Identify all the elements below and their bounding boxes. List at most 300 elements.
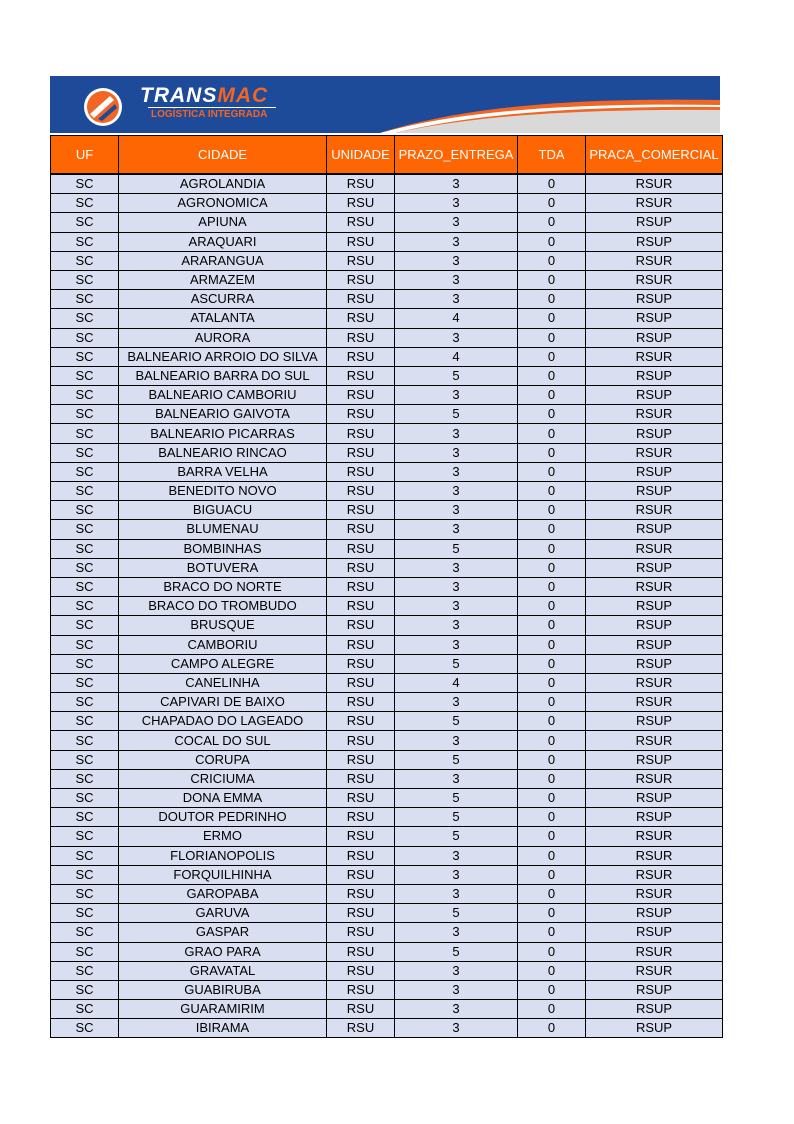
cell-unidade: RSU [327, 597, 395, 616]
cell-unidade: RSU [327, 309, 395, 328]
cell-uf: SC [51, 769, 119, 788]
cell-tda: 0 [518, 750, 586, 769]
table-row [51, 290, 723, 309]
cell-tda: 0 [518, 290, 586, 309]
cell-cidade: CAMPO ALEGRE [119, 654, 327, 673]
cell-unidade: RSU [327, 731, 395, 750]
cell-prazo-entrega: 3 [395, 865, 518, 884]
cell-cidade: ERMO [119, 827, 327, 846]
cell-prazo-entrega: 5 [395, 539, 518, 558]
table-row [51, 501, 723, 520]
cell-praca-comercial: RSUR [586, 961, 723, 980]
cell-prazo-entrega: 5 [395, 366, 518, 385]
tagline-divider [148, 107, 276, 108]
transmac-logo-icon [82, 86, 124, 128]
table-row [51, 942, 723, 961]
cell-cidade: GASPAR [119, 923, 327, 942]
table-row [51, 846, 723, 865]
table-row [51, 328, 723, 347]
cell-uf: SC [51, 808, 119, 827]
cell-tda: 0 [518, 1000, 586, 1019]
cell-prazo-entrega: 3 [395, 424, 518, 443]
cell-uf: SC [51, 904, 119, 923]
cell-prazo-entrega: 3 [395, 270, 518, 289]
cell-praca-comercial: RSUR [586, 577, 723, 596]
table-row [51, 270, 723, 289]
cell-unidade: RSU [327, 174, 395, 194]
cell-prazo-entrega: 3 [395, 635, 518, 654]
cell-cidade: APIUNA [119, 213, 327, 232]
cell-unidade: RSU [327, 577, 395, 596]
cell-prazo-entrega: 3 [395, 961, 518, 980]
cell-prazo-entrega: 5 [395, 827, 518, 846]
cell-unidade: RSU [327, 750, 395, 769]
table-header-row [51, 136, 723, 175]
cell-unidade: RSU [327, 865, 395, 884]
cell-prazo-entrega: 3 [395, 251, 518, 270]
cell-prazo-entrega: 3 [395, 290, 518, 309]
cell-praca-comercial: RSUR [586, 693, 723, 712]
cell-uf: SC [51, 884, 119, 903]
cell-prazo-entrega: 3 [395, 386, 518, 405]
cell-cidade: IBIRAMA [119, 1019, 327, 1038]
cell-prazo-entrega: 4 [395, 673, 518, 692]
cell-unidade: RSU [327, 386, 395, 405]
cell-praca-comercial: RSUP [586, 520, 723, 539]
cell-uf: SC [51, 386, 119, 405]
cell-uf: SC [51, 1000, 119, 1019]
table-row [51, 443, 723, 462]
cell-unidade: RSU [327, 290, 395, 309]
cell-uf: SC [51, 731, 119, 750]
cell-tda: 0 [518, 789, 586, 808]
cell-praca-comercial: RSUP [586, 309, 723, 328]
cell-tda: 0 [518, 270, 586, 289]
cell-praca-comercial: RSUR [586, 769, 723, 788]
table-row [51, 693, 723, 712]
table-row [51, 577, 723, 596]
cell-prazo-entrega: 3 [395, 328, 518, 347]
cell-unidade: RSU [327, 462, 395, 481]
cell-prazo-entrega: 3 [395, 462, 518, 481]
cell-prazo-entrega: 5 [395, 808, 518, 827]
cell-praca-comercial: RSUR [586, 846, 723, 865]
cell-cidade: ARAQUARI [119, 232, 327, 251]
table-row [51, 654, 723, 673]
cell-cidade: BENEDITO NOVO [119, 482, 327, 501]
cell-cidade: CRICIUMA [119, 769, 327, 788]
cell-praca-comercial: RSUP [586, 923, 723, 942]
cell-prazo-entrega: 5 [395, 750, 518, 769]
cell-uf: SC [51, 673, 119, 692]
table-body [51, 174, 723, 1038]
cell-uf: SC [51, 366, 119, 385]
cell-unidade: RSU [327, 789, 395, 808]
cell-unidade: RSU [327, 635, 395, 654]
table-row [51, 616, 723, 635]
table-row [51, 1019, 723, 1038]
cell-prazo-entrega: 4 [395, 309, 518, 328]
cell-praca-comercial: RSUR [586, 827, 723, 846]
table-row [51, 1000, 723, 1019]
table-row [51, 923, 723, 942]
cell-uf: SC [51, 520, 119, 539]
cell-tda: 0 [518, 769, 586, 788]
table-row [51, 635, 723, 654]
cell-uf: SC [51, 501, 119, 520]
table-row [51, 520, 723, 539]
cell-uf: SC [51, 980, 119, 999]
cell-tda: 0 [518, 846, 586, 865]
table-row [51, 482, 723, 501]
cell-cidade: BRUSQUE [119, 616, 327, 635]
cell-unidade: RSU [327, 693, 395, 712]
cell-cidade: CANELINHA [119, 673, 327, 692]
cell-praca-comercial: RSUP [586, 1000, 723, 1019]
cell-cidade: CORUPA [119, 750, 327, 769]
cell-prazo-entrega: 4 [395, 347, 518, 366]
table-row [51, 750, 723, 769]
table-row [51, 884, 723, 903]
cell-tda: 0 [518, 520, 586, 539]
cell-tda: 0 [518, 673, 586, 692]
cell-tda: 0 [518, 654, 586, 673]
cell-unidade: RSU [327, 232, 395, 251]
cell-prazo-entrega: 3 [395, 1019, 518, 1038]
cell-prazo-entrega: 3 [395, 597, 518, 616]
cell-uf: SC [51, 616, 119, 635]
cell-cidade: ATALANTA [119, 309, 327, 328]
cell-praca-comercial: RSUP [586, 750, 723, 769]
cell-praca-comercial: RSUP [586, 462, 723, 481]
column-header-praca-comercial: PRACA_COMERCIAL [586, 136, 723, 175]
column-header-unidade: UNIDADE [327, 136, 395, 175]
cell-prazo-entrega: 3 [395, 194, 518, 213]
cell-cidade: BALNEARIO PICARRAS [119, 424, 327, 443]
cell-praca-comercial: RSUP [586, 482, 723, 501]
cell-prazo-entrega: 3 [395, 577, 518, 596]
cell-praca-comercial: RSUR [586, 731, 723, 750]
cell-unidade: RSU [327, 712, 395, 731]
header-banner [50, 76, 720, 133]
cell-praca-comercial: RSUR [586, 405, 723, 424]
cell-cidade: CHAPADAO DO LAGEADO [119, 712, 327, 731]
cell-praca-comercial: RSUP [586, 558, 723, 577]
table-row [51, 386, 723, 405]
cell-unidade: RSU [327, 482, 395, 501]
cell-praca-comercial: RSUR [586, 251, 723, 270]
cell-cidade: BRACO DO NORTE [119, 577, 327, 596]
cell-praca-comercial: RSUP [586, 597, 723, 616]
cell-prazo-entrega: 5 [395, 789, 518, 808]
cell-tda: 0 [518, 443, 586, 462]
cell-tda: 0 [518, 884, 586, 903]
cell-uf: SC [51, 174, 119, 194]
cell-cidade: BRACO DO TROMBUDO [119, 597, 327, 616]
cell-cidade: DONA EMMA [119, 789, 327, 808]
cell-unidade: RSU [327, 980, 395, 999]
cell-cidade: CAMBORIU [119, 635, 327, 654]
cell-unidade: RSU [327, 251, 395, 270]
cell-unidade: RSU [327, 501, 395, 520]
table-row [51, 789, 723, 808]
table-row [51, 347, 723, 366]
cell-uf: SC [51, 942, 119, 961]
cell-tda: 0 [518, 923, 586, 942]
cell-prazo-entrega: 3 [395, 1000, 518, 1019]
cell-tda: 0 [518, 482, 586, 501]
cell-unidade: RSU [327, 923, 395, 942]
brand-name-main: TRANS [140, 84, 218, 107]
cell-tda: 0 [518, 961, 586, 980]
cell-unidade: RSU [327, 904, 395, 923]
column-header-prazo-entrega: PRAZO_ENTREGA [395, 136, 518, 175]
cell-cidade: GAROPABA [119, 884, 327, 903]
cell-praca-comercial: RSUP [586, 712, 723, 731]
cell-cidade: ARARANGUA [119, 251, 327, 270]
cell-uf: SC [51, 194, 119, 213]
cell-unidade: RSU [327, 827, 395, 846]
cell-uf: SC [51, 635, 119, 654]
cell-tda: 0 [518, 194, 586, 213]
cell-tda: 0 [518, 980, 586, 999]
cell-tda: 0 [518, 693, 586, 712]
cell-prazo-entrega: 3 [395, 693, 518, 712]
cell-prazo-entrega: 3 [395, 923, 518, 942]
cell-unidade: RSU [327, 961, 395, 980]
brand-name [140, 84, 268, 108]
cell-tda: 0 [518, 539, 586, 558]
cell-praca-comercial: RSUP [586, 232, 723, 251]
brand-name-accent: MAC [217, 84, 269, 107]
cell-tda: 0 [518, 501, 586, 520]
cell-prazo-entrega: 3 [395, 213, 518, 232]
cell-unidade: RSU [327, 616, 395, 635]
table-row [51, 232, 723, 251]
cell-praca-comercial: RSUP [586, 386, 723, 405]
cell-uf: SC [51, 482, 119, 501]
cell-praca-comercial: RSUR [586, 865, 723, 884]
cell-tda: 0 [518, 309, 586, 328]
cell-praca-comercial: RSUP [586, 328, 723, 347]
cell-uf: SC [51, 693, 119, 712]
brand-tagline: LOGÍSTICA INTEGRADA [151, 109, 268, 120]
table-row [51, 309, 723, 328]
table-row [51, 194, 723, 213]
cell-unidade: RSU [327, 366, 395, 385]
cell-uf: SC [51, 865, 119, 884]
table-row [51, 769, 723, 788]
cell-praca-comercial: RSUP [586, 290, 723, 309]
cell-cidade: AGROLANDIA [119, 174, 327, 194]
cell-praca-comercial: RSUP [586, 980, 723, 999]
cell-prazo-entrega: 3 [395, 501, 518, 520]
cell-unidade: RSU [327, 539, 395, 558]
cell-tda: 0 [518, 712, 586, 731]
cell-praca-comercial: RSUP [586, 1019, 723, 1038]
cell-unidade: RSU [327, 424, 395, 443]
cell-tda: 0 [518, 558, 586, 577]
cell-uf: SC [51, 290, 119, 309]
table-row [51, 539, 723, 558]
cell-cidade: DOUTOR PEDRINHO [119, 808, 327, 827]
cell-unidade: RSU [327, 846, 395, 865]
cell-prazo-entrega: 3 [395, 558, 518, 577]
cell-praca-comercial: RSUR [586, 942, 723, 961]
cell-uf: SC [51, 328, 119, 347]
cell-prazo-entrega: 3 [395, 769, 518, 788]
cell-praca-comercial: RSUR [586, 673, 723, 692]
cell-uf: SC [51, 827, 119, 846]
cell-uf: SC [51, 232, 119, 251]
cell-praca-comercial: RSUR [586, 174, 723, 194]
cell-tda: 0 [518, 232, 586, 251]
cell-tda: 0 [518, 174, 586, 194]
cell-cidade: GUARAMIRIM [119, 1000, 327, 1019]
cell-tda: 0 [518, 597, 586, 616]
cell-uf: SC [51, 1019, 119, 1038]
cell-tda: 0 [518, 865, 586, 884]
cell-praca-comercial: RSUR [586, 347, 723, 366]
cell-uf: SC [51, 923, 119, 942]
cell-cidade: FLORIANOPOLIS [119, 846, 327, 865]
cell-cidade: GARUVA [119, 904, 327, 923]
coverage-table [50, 135, 723, 1038]
table-row [51, 558, 723, 577]
cell-prazo-entrega: 5 [395, 904, 518, 923]
cell-uf: SC [51, 577, 119, 596]
cell-cidade: COCAL DO SUL [119, 731, 327, 750]
cell-praca-comercial: RSUP [586, 616, 723, 635]
cell-tda: 0 [518, 808, 586, 827]
table-row [51, 424, 723, 443]
cell-cidade: ARMAZEM [119, 270, 327, 289]
cell-prazo-entrega: 5 [395, 942, 518, 961]
table-row [51, 980, 723, 999]
cell-tda: 0 [518, 424, 586, 443]
cell-tda: 0 [518, 731, 586, 750]
cell-tda: 0 [518, 462, 586, 481]
table-row [51, 174, 723, 194]
cell-tda: 0 [518, 635, 586, 654]
cell-unidade: RSU [327, 558, 395, 577]
cell-cidade: BALNEARIO GAIVOTA [119, 405, 327, 424]
cell-praca-comercial: RSUP [586, 904, 723, 923]
cell-prazo-entrega: 3 [395, 884, 518, 903]
table-row [51, 961, 723, 980]
column-header-tda: TDA [518, 136, 586, 175]
cell-prazo-entrega: 3 [395, 520, 518, 539]
cell-unidade: RSU [327, 769, 395, 788]
cell-uf: SC [51, 712, 119, 731]
cell-cidade: GUABIRUBA [119, 980, 327, 999]
cell-uf: SC [51, 846, 119, 865]
cell-uf: SC [51, 347, 119, 366]
cell-uf: SC [51, 443, 119, 462]
table-row [51, 213, 723, 232]
table-row [51, 808, 723, 827]
cell-tda: 0 [518, 328, 586, 347]
cell-uf: SC [51, 558, 119, 577]
cell-unidade: RSU [327, 1000, 395, 1019]
cell-cidade: GRAO PARA [119, 942, 327, 961]
cell-cidade: BOMBINHAS [119, 539, 327, 558]
cell-praca-comercial: RSUR [586, 501, 723, 520]
cell-cidade: BLUMENAU [119, 520, 327, 539]
cell-tda: 0 [518, 366, 586, 385]
cell-unidade: RSU [327, 213, 395, 232]
cell-cidade: CAPIVARI DE BAIXO [119, 693, 327, 712]
cell-cidade: AURORA [119, 328, 327, 347]
table-row [51, 865, 723, 884]
cell-uf: SC [51, 961, 119, 980]
cell-unidade: RSU [327, 443, 395, 462]
cell-unidade: RSU [327, 270, 395, 289]
cell-tda: 0 [518, 1019, 586, 1038]
cell-unidade: RSU [327, 942, 395, 961]
column-header-cidade: CIDADE [119, 136, 327, 175]
cell-tda: 0 [518, 577, 586, 596]
cell-praca-comercial: RSUP [586, 424, 723, 443]
cell-prazo-entrega: 3 [395, 846, 518, 865]
cell-praca-comercial: RSUP [586, 366, 723, 385]
cell-cidade: BALNEARIO BARRA DO SUL [119, 366, 327, 385]
cell-cidade: BARRA VELHA [119, 462, 327, 481]
table-row [51, 673, 723, 692]
table-row [51, 597, 723, 616]
cell-unidade: RSU [327, 808, 395, 827]
cell-uf: SC [51, 654, 119, 673]
cell-uf: SC [51, 789, 119, 808]
table-row [51, 366, 723, 385]
cell-tda: 0 [518, 942, 586, 961]
table-row [51, 827, 723, 846]
cell-uf: SC [51, 213, 119, 232]
cell-tda: 0 [518, 347, 586, 366]
cell-praca-comercial: RSUP [586, 789, 723, 808]
table-row [51, 405, 723, 424]
cell-praca-comercial: RSUP [586, 808, 723, 827]
cell-prazo-entrega: 3 [395, 174, 518, 194]
cell-unidade: RSU [327, 520, 395, 539]
cell-cidade: GRAVATAL [119, 961, 327, 980]
cell-praca-comercial: RSUP [586, 213, 723, 232]
cell-prazo-entrega: 5 [395, 712, 518, 731]
cell-uf: SC [51, 462, 119, 481]
cell-cidade: ASCURRA [119, 290, 327, 309]
cell-uf: SC [51, 597, 119, 616]
cell-praca-comercial: RSUP [586, 635, 723, 654]
cell-tda: 0 [518, 904, 586, 923]
cell-unidade: RSU [327, 884, 395, 903]
cell-cidade: BALNEARIO CAMBORIU [119, 386, 327, 405]
cell-tda: 0 [518, 616, 586, 635]
cell-unidade: RSU [327, 1019, 395, 1038]
cell-praca-comercial: RSUR [586, 443, 723, 462]
column-header-uf: UF [51, 136, 119, 175]
cell-uf: SC [51, 309, 119, 328]
cell-praca-comercial: RSUR [586, 884, 723, 903]
cell-tda: 0 [518, 405, 586, 424]
table-row [51, 904, 723, 923]
cell-uf: SC [51, 405, 119, 424]
cell-unidade: RSU [327, 654, 395, 673]
table-row [51, 712, 723, 731]
cell-tda: 0 [518, 827, 586, 846]
cell-prazo-entrega: 3 [395, 482, 518, 501]
cell-unidade: RSU [327, 405, 395, 424]
cell-praca-comercial: RSUR [586, 270, 723, 289]
